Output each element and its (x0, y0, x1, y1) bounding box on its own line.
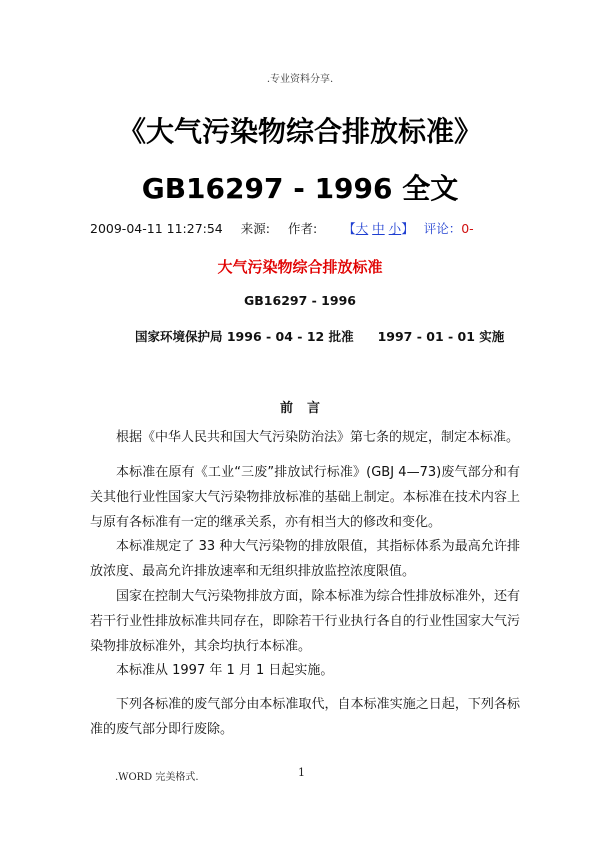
comment-count: 0 (461, 221, 470, 236)
font-size-large-link[interactable]: 大 (355, 221, 369, 236)
preface-paragraph: 本标准从 1997 年 1 月 1 日起实施。 (116, 663, 334, 678)
meta-dash: - (469, 221, 474, 236)
footer-note: .WORD 完美格式. (115, 772, 199, 783)
page-header-note: .专业资料分享. (266, 74, 334, 85)
preface-paragraph: 根据《中华人民共和国大气污染防治法》第七条的规定，制定本标准。 (116, 430, 520, 445)
preface-paragraph: 下列各标准的废气部分由本标准取代，自本标准实施之日起，下列各标准的废气部分即行废除。 (90, 697, 520, 737)
preface-paragraph: 国家在控制大气污染物排放方面，除本标准为综合性排放标准外，还有若干行业性排放标准共同存在，即除若干行业执行各自的行业性国家大气污染物排放标准外，其余均执行本标准。 (90, 589, 520, 654)
document-title: 《大气污染物综合排放标准》 (117, 115, 482, 148)
author-label: 作者: (287, 221, 318, 236)
font-size-medium-link[interactable]: 中 (372, 221, 385, 236)
standard-code: GB16297 - 1996 (244, 293, 356, 308)
standard-name: 大气污染物综合排放标准 (217, 258, 383, 276)
preface-paragraph: 本标准在原有《工业“三废”排放试行标准》(GBJ 4—73)废气部分和有关其他行业性国家大气污染物排放标准的基础上制定。本标准在技术内容上与原有各标准有一定的继承关系，亦有相当大的修改和变化。 (90, 465, 520, 530)
font-size-bracket-close: 】 (401, 221, 414, 236)
font-size-small-link[interactable]: 小 (388, 221, 402, 236)
preface-paragraph: 本标准规定了 33 种大气污染物的排放限值，其指标体系为最高允许排放浓度、最高允许排放速率和无组织排放监控浓度限值。 (90, 539, 520, 579)
comment-label: 评论： (423, 221, 462, 236)
source-label: 来源: (240, 221, 270, 236)
preface-title: 前言 (279, 401, 334, 416)
approval-line (135, 327, 504, 345)
comment-link[interactable] (424, 219, 469, 237)
font-size-bracket-open: 【 (343, 221, 356, 236)
article-meta (90, 219, 474, 237)
effective-date: 1997 - 01 - 01 实施 (377, 329, 505, 344)
publish-datetime: 2009-04-11 11:27:54 (90, 221, 223, 236)
document-subtitle: GB16297 - 1996 全文 (141, 172, 459, 205)
page-number: 1 (298, 766, 305, 779)
approval-info: 国家环境保护局 1996 - 04 - 12 批准 (135, 329, 354, 344)
